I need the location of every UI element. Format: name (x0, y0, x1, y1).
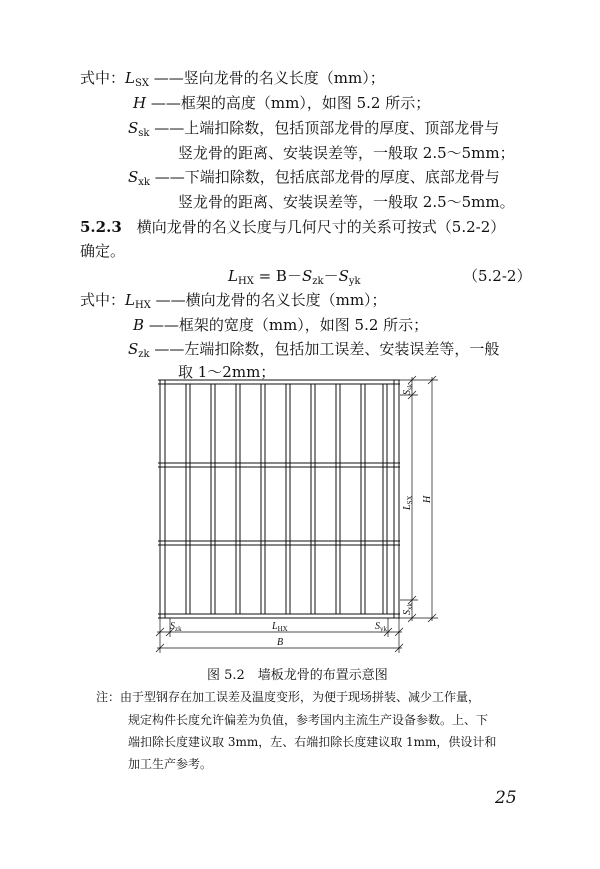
def-lsx: 式中：$L_{SX}$ ——竖向龙骨的名义长度（mm）； (80, 69, 385, 89)
page-number: 25 (495, 788, 517, 808)
def-ssk: $S_{sk}$ ——上端扣除数，包括顶部龙骨的厚度、顶部龙骨与 (128, 119, 500, 139)
label-ssk: $S_{sk}$ (402, 383, 414, 395)
def-lhx: 式中：$L_{HX}$ ——横向龙骨的名义长度（mm）； (80, 291, 387, 311)
vertical-studs (160, 380, 399, 618)
figure-caption: 图 5.2 墙板龙骨的布置示意图 (207, 668, 388, 683)
def-szk-cont: 取 1～2mm； (178, 363, 276, 381)
clause-cont: 确定。 (80, 242, 126, 260)
formula-number: （5.2-2） (463, 267, 532, 285)
label-szk: $S_{zk}$ (170, 621, 182, 633)
label-lhx: $L_{HX}$ (272, 621, 288, 633)
def-h: H ——框架的高度（mm），如图 5.2 所示； (133, 94, 431, 112)
horizontal-tracks (158, 380, 400, 618)
clause-5-2-3: 5.2.3 横向龙骨的名义长度与几何尺寸的关系可按式（5.2-2） (80, 218, 506, 236)
note-line-4: 加工生产参考。 (128, 757, 213, 771)
def-sxk: $S_{xk}$ ——下端扣除数，包括底部龙骨的厚度、底部龙骨与 (128, 168, 500, 188)
label-b: B (277, 637, 284, 648)
wall-stud-diagram (0, 375, 600, 655)
label-h: H (422, 495, 433, 503)
label-lsx: $L_{SX}$ (402, 495, 414, 510)
label-syk: $S_{yk}$ (375, 621, 387, 633)
note-line-1: 注：由于型钢存在加工误差及温度变形，为便于现场拼装、减少工作量， (96, 690, 481, 704)
def-ssk-cont: 竖龙骨的距离、安装误差等，一般取 2.5～5mm； (178, 144, 515, 162)
label-sxk: $S_{xk}$ (402, 603, 414, 615)
formula: $L_{HX} = B-S_{zk}-S_{yk}$ (228, 267, 361, 287)
def-sxk-cont: 竖龙骨的距离、安装误差等，一般取 2.5～5mm。 (178, 193, 515, 211)
note-line-2: 规定构件长度允许偏差为负值，参考国内主流生产设备参数。上、下 (128, 713, 489, 727)
note-line-3: 端扣除长度建议取 3mm，左、右端扣除长度建议取 1mm，供设计和 (128, 735, 497, 749)
def-b: B ——框架的宽度（mm），如图 5.2 所示； (133, 316, 429, 334)
def-szk: $S_{zk}$ ——左端扣除数，包括加工误差、安装误差等，一般 (128, 340, 500, 360)
